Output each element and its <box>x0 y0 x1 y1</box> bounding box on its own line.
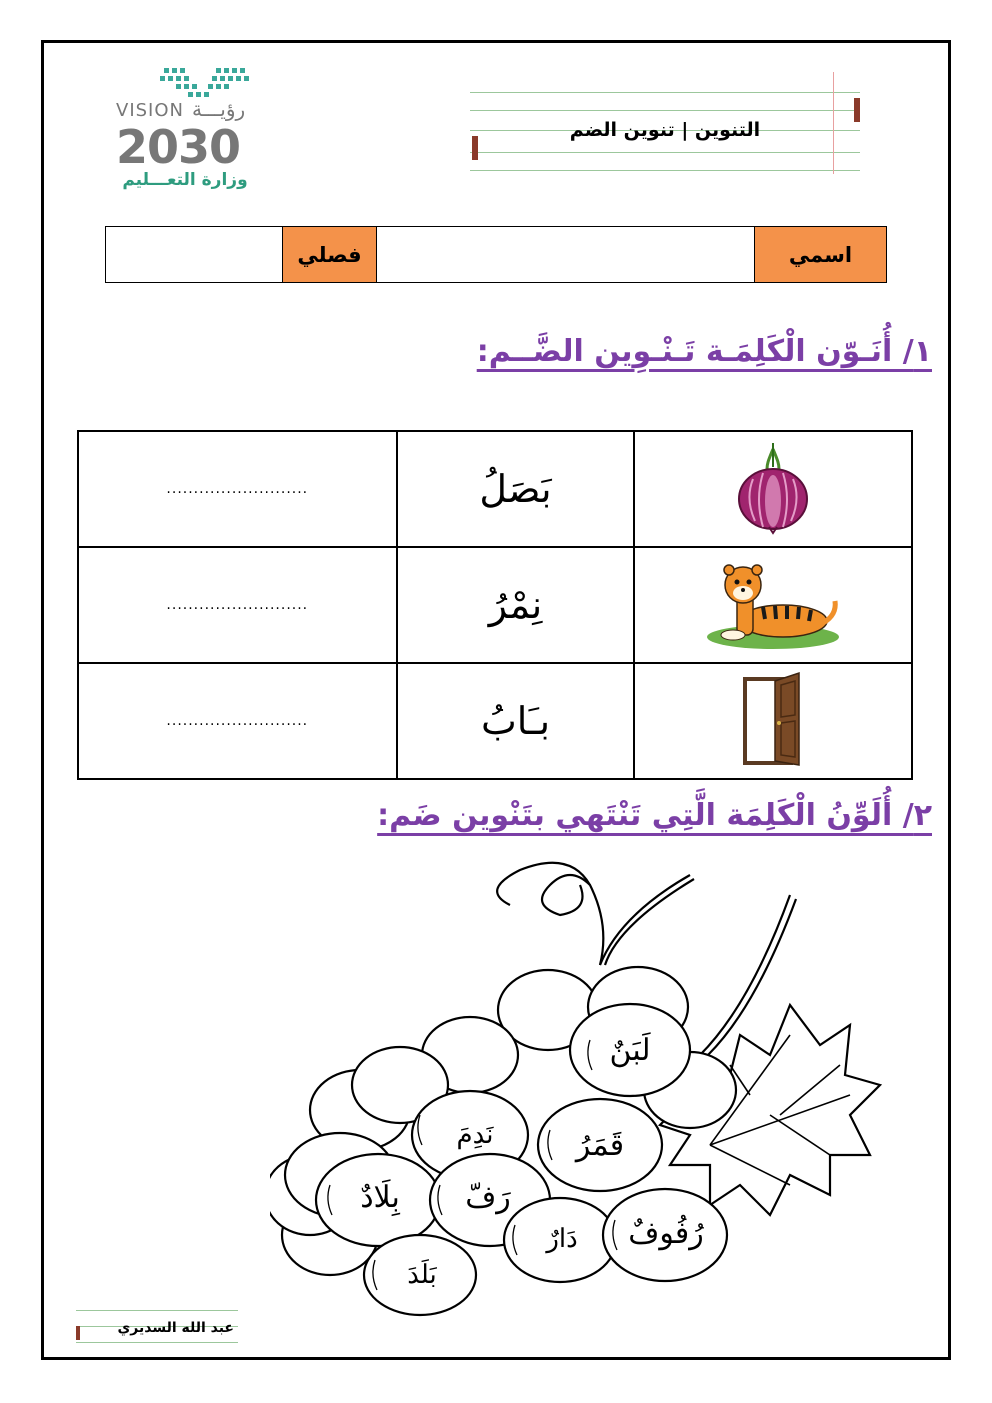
name-field[interactable] <box>376 227 754 282</box>
door-icon <box>741 671 805 767</box>
class-field[interactable] <box>106 227 282 282</box>
word-cell: بـَابُ <box>397 663 635 779</box>
worksheet-title: التنوين | تنوين الضم <box>569 119 761 141</box>
grape-word[interactable]: رُفُوفٌ <box>628 1216 704 1251</box>
name-label: اسمي <box>754 227 886 282</box>
word-cell: نِمْرُ <box>397 547 635 663</box>
author-name: عبد الله السديري <box>117 1320 234 1336</box>
grape-word[interactable]: بَلَدَ <box>407 1260 437 1290</box>
picture-cell <box>634 547 912 663</box>
table-row <box>78 431 912 547</box>
onion-icon <box>733 439 813 535</box>
grape-word[interactable]: بِلَادٌ <box>360 1180 400 1215</box>
grape-word[interactable]: نَدِمَ <box>456 1120 494 1150</box>
word-table <box>77 430 913 780</box>
picture-cell <box>634 663 912 779</box>
table-row <box>78 663 912 779</box>
logo-vision-en: VISION <box>116 100 184 121</box>
picture-cell <box>634 431 912 547</box>
answer-line[interactable]: .......................... <box>78 547 397 663</box>
answer-line[interactable]: .......................... <box>78 663 397 779</box>
grape-word[interactable]: لَبَنٌ <box>609 1033 651 1068</box>
author-signature <box>76 1306 238 1346</box>
vision-2030-logo <box>104 62 254 192</box>
student-info-row <box>105 226 887 283</box>
logo-ministry: وزارة التعـــليم <box>122 170 248 190</box>
grape-cluster <box>270 855 910 1335</box>
section1-heading: ١/ أُنَـوّن الْكَلِمَـة تَـنْـوِين الضَّــم: <box>476 334 932 369</box>
word-cell: بَصَلُ <box>397 431 635 547</box>
grape-word[interactable]: رَفّ <box>465 1180 511 1215</box>
answer-line[interactable]: .......................... <box>78 431 397 547</box>
logo-vision-ar: رؤيـــة <box>192 97 246 121</box>
grape-word[interactable]: دَارٌ <box>546 1224 578 1254</box>
title-box <box>470 72 860 174</box>
table-row <box>78 547 912 663</box>
section2-heading: ٢/ أُلَوِّنُ الْكَلِمَة الَّتِي تَنْتَهي بتَنْوين ضَم: <box>377 798 932 833</box>
tiger-icon <box>703 555 843 651</box>
logo-year: 2030 <box>116 120 241 174</box>
class-label: فصلي <box>282 227 376 282</box>
grape-word[interactable]: قَمَرُ <box>575 1128 625 1163</box>
